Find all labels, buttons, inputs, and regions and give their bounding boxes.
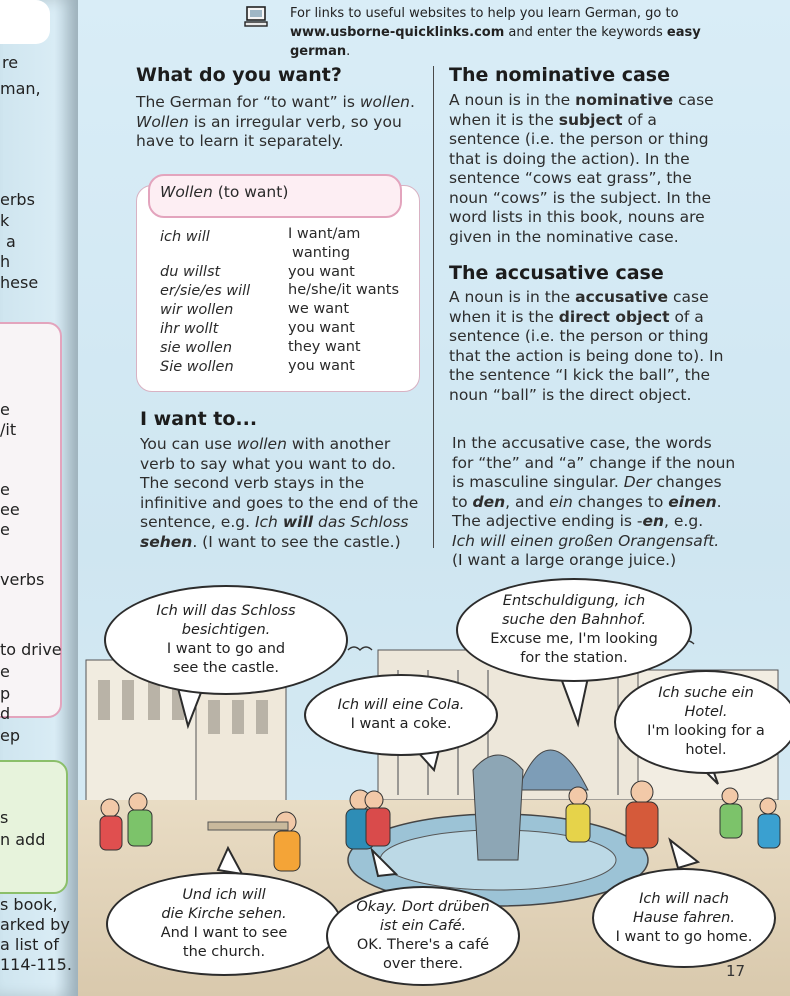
left-fragment: man, (0, 79, 41, 98)
left-fragment: e (0, 480, 10, 499)
conj-de: ich will (160, 229, 210, 245)
left-fragment: e (0, 520, 10, 539)
conj-de: er/sie/es will (160, 283, 251, 299)
previous-page-edge (0, 0, 78, 996)
left-fragment: re (2, 53, 19, 72)
left-fragment: s (0, 808, 9, 827)
speech-bubble: Okay. Dort drüben ist ein Café. OK. There's a café over there. (326, 886, 520, 986)
quicklinks-url[interactable]: www.usborne-quicklinks.com (290, 25, 505, 40)
quicklinks-keywords: easy german (290, 25, 701, 59)
conjugation-title: Wollen (to want) (160, 183, 289, 201)
left-fragment: verbs (0, 570, 45, 589)
previous-page-box (0, 0, 50, 44)
conj-en: you want (288, 320, 355, 336)
want-to-paragraph: You can use wollen with another verb to say what you want to do. The second verb stays in the infinitive and goes to the end of the sentence, e.g. Ich will das Schloss sehen. (I want to see the castle.) (140, 435, 419, 551)
heading-nominative-case: The nominative case (449, 64, 670, 86)
accusative-rules-paragraph: In the accusative case, the words for “the” and “a” change if the noun is masculine singular. Der changes to den, and ein changes to einen. The adjective ending is -en, e.g. Ich will einen großen Orangensaft. (I want a large orange juice.) (452, 434, 736, 569)
speech-bubble: Ich will nach Hause fahren. I want to go home. (592, 868, 776, 968)
conj-en: I want/am (288, 226, 361, 242)
left-fragment: d (0, 704, 11, 723)
left-fragment: ee (0, 500, 20, 519)
speech-bubble: Ich will eine Cola. I want a coke. (304, 674, 498, 756)
left-fragment: p (0, 684, 11, 703)
speech-bubble: Und ich will die Kirche sehen. And I want to see the church. (106, 872, 342, 976)
left-fragment: erbs (0, 190, 35, 209)
speech-bubble: Ich will das Schloss besichtigen. I want to go and see the castle. (104, 585, 348, 695)
left-fragment: arked by (0, 915, 70, 934)
wollen-intro: The German for “to want” is wollen. Wollen is an irregular verb, so you have to learn it separately. (136, 93, 415, 150)
conj-en: wanting (292, 245, 351, 261)
left-fragment: k (0, 211, 10, 230)
conj-de: sie wollen (160, 340, 233, 356)
conj-en: he/she/it wants (288, 282, 400, 298)
left-fragment: e (0, 400, 10, 419)
conj-en: you want (288, 264, 355, 280)
conj-en: they want (288, 339, 361, 355)
left-fragment: s book, (0, 895, 58, 914)
left-fragment: /it (0, 420, 17, 439)
left-fragment: hese (0, 273, 39, 292)
quicklinks-line1: For links to useful websites to help you learn German, go to (290, 6, 679, 21)
left-fragment: n add (0, 830, 46, 849)
conj-de: du willst (160, 264, 221, 280)
conj-de: Sie wollen (160, 359, 234, 375)
conj-en: we want (288, 301, 350, 317)
quicklinks-text: and enter the keywords (504, 25, 667, 40)
heading-i-want-to: I want to... (140, 408, 258, 430)
speech-bubble: Entschuldigung, ich suche den Bahnhof. Excuse me, I'm looking for the station. (456, 578, 692, 682)
speech-bubble: Ich suche ein Hotel. I'm looking for a hotel. (614, 670, 790, 774)
conj-de: wir wollen (160, 302, 234, 318)
previous-page-green-box (0, 760, 68, 894)
conj-de: ihr wollt (160, 321, 219, 337)
accusative-paragraph: A noun is in the accusative case when it is the direct object of a sentence (i.e. the person or thing that the action is being done to). In the sentence “I kick the ball”, the noun “ball” is the direct object. (449, 288, 724, 404)
left-fragment: h (0, 252, 11, 271)
left-fragment: to drive (0, 640, 62, 659)
column-divider (433, 66, 434, 548)
page-number: 17 (726, 962, 746, 980)
left-fragment: 114-115. (0, 955, 72, 974)
left-fragment: a list of (0, 935, 59, 954)
left-fragment: e (0, 662, 10, 681)
heading-what-do-you-want: What do you want? (136, 64, 342, 86)
left-fragment: ep (0, 726, 20, 745)
conj-en: you want (288, 358, 355, 374)
left-fragment: a (6, 232, 16, 251)
nominative-paragraph: A noun is in the nominative case when it is the subject of a sentence (i.e. the person or thing that is doing the action). In the sentence “cows eat grass”, the noun “cows” is the subject. In the word lists in this book, nouns are given in the nominative case. (449, 91, 714, 246)
heading-accusative-case: The accusative case (449, 262, 664, 284)
quicklinks-notice: For links to useful websites to help you learn German, go to www.usborne-quicklinks.com and enter the keywords easy german. (240, 4, 760, 61)
